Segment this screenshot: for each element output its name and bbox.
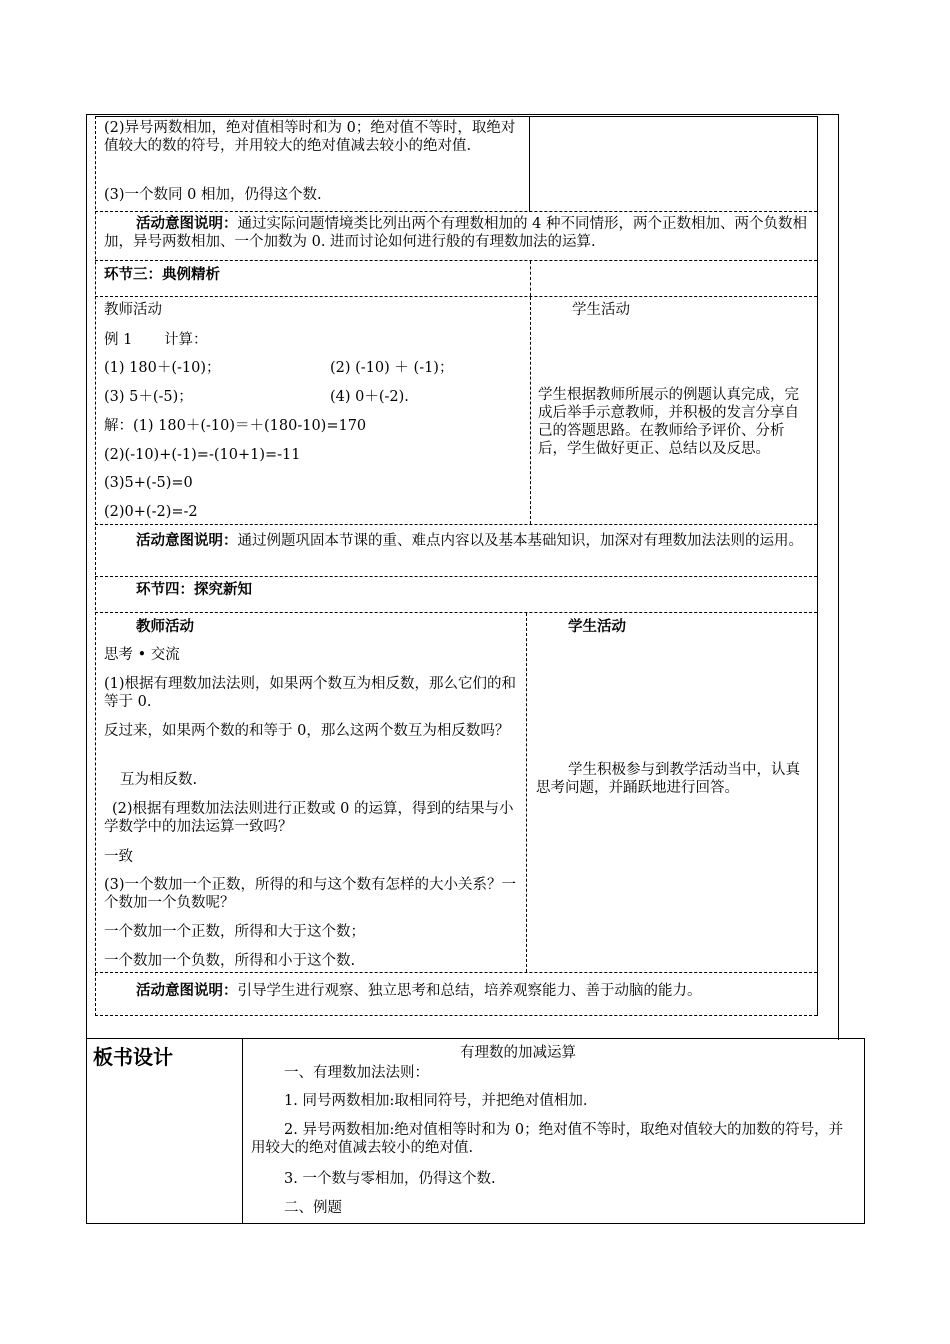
intent3-bottom bbox=[95, 1015, 817, 1016]
s4-p3: 互为相反数. bbox=[120, 772, 198, 788]
section3-heading: 环节三：典例精析 bbox=[104, 267, 220, 283]
s3-teacher-label: 教师活动 bbox=[104, 302, 162, 318]
board-line5: 二、例题 bbox=[284, 1200, 342, 1216]
board-title: 有理数的加减运算 bbox=[460, 1045, 576, 1061]
s4-p6: (3)一个数加一个正数，所得的和与这个数有怎样的大小关系？一个数加一个负数呢？ bbox=[104, 877, 517, 911]
board-top-border bbox=[86, 1038, 865, 1039]
s3-sol3: (3)5+(-5)=0 bbox=[104, 475, 193, 491]
section4-heading: 环节四：探究新知 bbox=[136, 582, 252, 598]
s3-q1: (1) 180＋(-10)； bbox=[104, 360, 221, 376]
row1-top bbox=[95, 116, 818, 117]
board-line4: 3. 一个数与零相加，仍得这个数. bbox=[284, 1171, 496, 1187]
intent3 bbox=[104, 982, 812, 1000]
board-line2: 1. 同号两数相加:取相同符号，并把绝对值相加. bbox=[284, 1093, 588, 1109]
board-line1: 一、有理数加法法则： bbox=[284, 1065, 429, 1081]
s4-p1: (1)根据有理数加法法则，如果两个数互为相反数，那么它们的和等于 0. bbox=[104, 676, 517, 710]
s3-bottom bbox=[95, 524, 817, 525]
s3-sol2: (2)(-10)+(-1)=-(10+1)=-11 bbox=[104, 447, 301, 463]
s3-col-divider bbox=[530, 297, 531, 524]
intent1 bbox=[104, 215, 812, 251]
intent1-label: 活动意图说明： bbox=[136, 216, 238, 232]
s3-q3: (3) 5＋(-5)； bbox=[104, 389, 193, 405]
intent2-text: 通过例题巩固本节课的重、难点内容以及基本基础知识，加深对有理数加法法则的运用。 bbox=[237, 533, 803, 549]
s4-head-bottom bbox=[95, 612, 817, 613]
s4-bottom bbox=[95, 972, 817, 973]
top-border bbox=[86, 114, 839, 115]
intent1-bottom bbox=[95, 260, 817, 261]
s3-q2: (2) (-10) ＋ (-1)； bbox=[330, 360, 454, 376]
row1-para1: (2)异号两数相加，绝对值相等时和为 0；绝对值不等时，取绝对值较大的数的符号，并用较大的绝对值减去较小的绝对值. bbox=[104, 120, 516, 154]
board-divider bbox=[242, 1038, 243, 1224]
s4-p5: 一致 bbox=[104, 849, 133, 865]
s3-head-bottom bbox=[95, 296, 817, 297]
s3-sol4: (2)0+(-2)=-2 bbox=[104, 504, 198, 520]
s4-think: 思考 • 交流 bbox=[104, 647, 180, 663]
intent3-label: 活动意图说明： bbox=[136, 983, 238, 999]
inner-right-line bbox=[817, 116, 818, 1016]
s4-student-label: 学生活动 bbox=[568, 619, 626, 635]
outer-right-border bbox=[864, 1038, 865, 1224]
outer-left-border bbox=[86, 114, 87, 1224]
s3-example-label: 例 1 bbox=[104, 332, 133, 348]
inner-left-dash bbox=[95, 116, 96, 1016]
row1-col-divider bbox=[529, 116, 530, 212]
s3-example-prompt: 计算： bbox=[164, 332, 208, 348]
s3-student-text: 学生根据教师所展示的例题认真完成，完成后举手示意教师，并积极的发言分享自己的答题思路。在教师给予评价、分析后，学生做好更正、总结以及反思。 bbox=[538, 387, 799, 457]
intent2-bottom bbox=[95, 576, 817, 577]
s3-student-label: 学生活动 bbox=[572, 302, 630, 318]
s4-p8: 一个数加一个负数，所得和小于这个数. bbox=[104, 953, 356, 969]
board-label: 板书设计 bbox=[93, 1045, 173, 1069]
s3-head-divider bbox=[530, 261, 531, 296]
s3-q4: (4) 0＋(-2). bbox=[330, 389, 409, 405]
intent2 bbox=[104, 532, 812, 550]
inner-right-border bbox=[838, 114, 839, 1040]
intent3-text: 引导学生进行观察、独立思考和总结，培养观察能力、善于动脑的能力。 bbox=[237, 983, 702, 999]
s4-p7: 一个数加一个正数，所得和大于这个数； bbox=[104, 924, 365, 940]
board-bottom-border bbox=[86, 1223, 865, 1224]
row1-bottom bbox=[95, 211, 817, 212]
s4-student-text: 学生积极参与到教学活动当中，认真思考问题，并踊跃地进行回答。 bbox=[536, 762, 800, 796]
s4-p4: (2)根据有理数加法法则进行正数或 0 的运算，得到的结果与小学数学中的加法运算一致吗？ bbox=[104, 801, 514, 835]
intent1-text: 通过实际问题情境类比列出两个有理数相加的 4 种不同情形，两个正数相加、两个负数相加，异号两数相加、一个加数为 0. 进而讨论如何进行般的有理数加法的运算. bbox=[104, 216, 807, 250]
intent2-label: 活动意图说明： bbox=[136, 533, 238, 549]
s4-p2: 反过来，如果两个数的和等于 0，那么这两个数互为相反数吗？ bbox=[104, 723, 510, 739]
s4-teacher-label: 教师活动 bbox=[136, 619, 194, 635]
board-line3: 2. 异号两数相加:绝对值相等时和为 0；绝对值不等时，取绝对值较大的加数的符号，并用较大的绝对值减去较小的绝对值. bbox=[251, 1122, 844, 1156]
s4-col-divider bbox=[526, 613, 527, 972]
row1-para2: (3)一个数同 0 相加，仍得这个数. bbox=[104, 187, 322, 203]
s3-sol1: 解：(1) 180＋(-10)＝＋(180-10)=170 bbox=[104, 418, 367, 434]
